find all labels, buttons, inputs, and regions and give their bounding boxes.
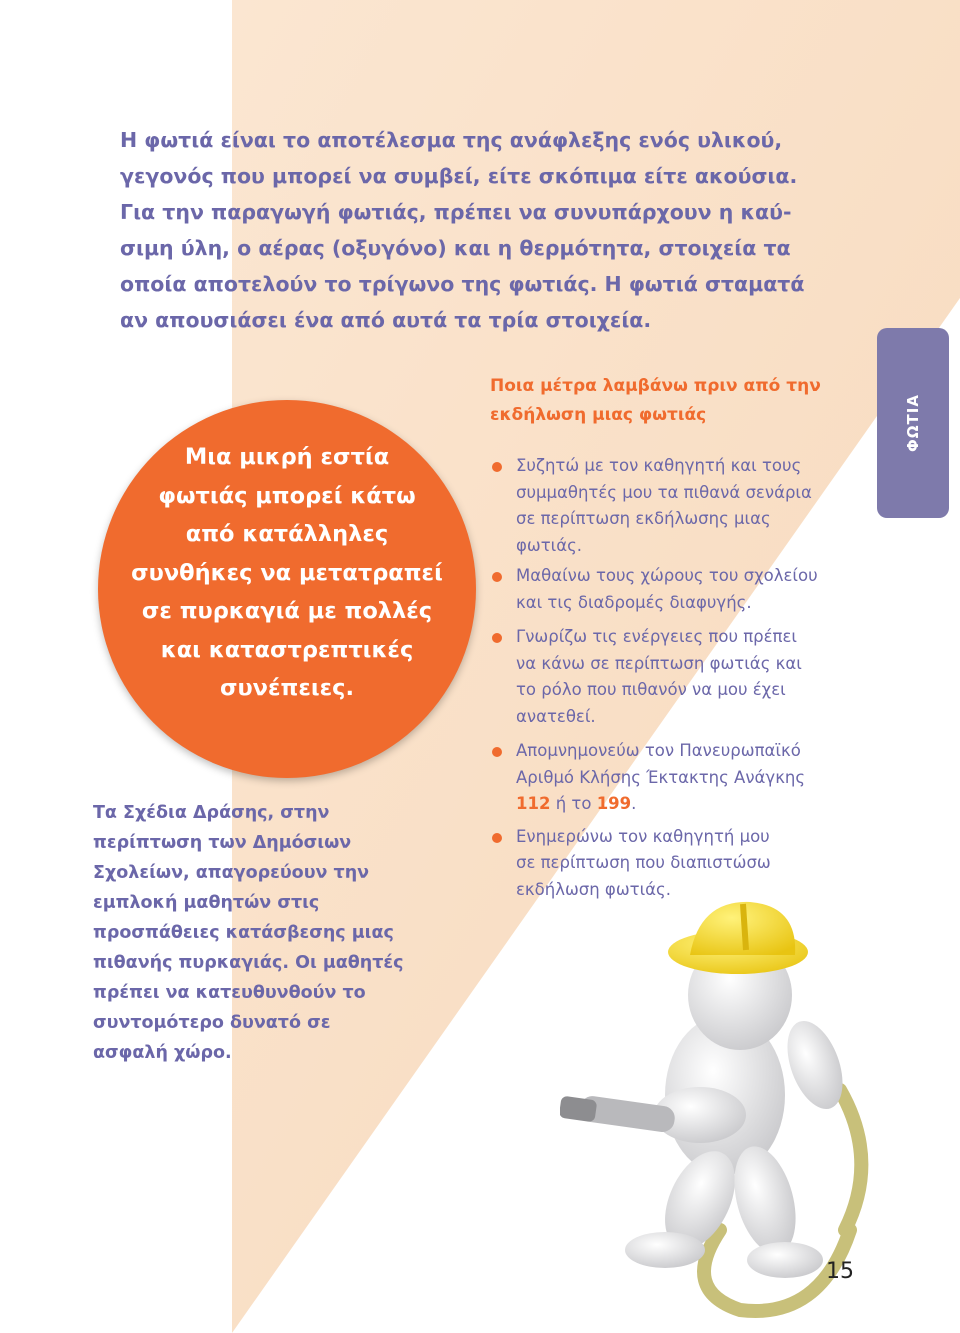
action-plans-line: ασφαλή χώρο. xyxy=(93,1043,232,1063)
bullet-dot-icon xyxy=(492,833,502,843)
firefighter-illustration xyxy=(560,900,880,1320)
list-item-line: Αριθμό Κλήσης Έκτακτης Ανάγκης xyxy=(516,767,806,787)
list-item-line: Ενημερώνω τον καθηγητή μου xyxy=(516,826,770,846)
action-plans-line: περίπτωση των Δημόσιων xyxy=(93,833,352,853)
intro-line: Η φωτιά είναι το αποτέλεσμα της ανάφλεξης ενός υλικού, xyxy=(120,128,783,152)
circle-line: από κατάλληλες xyxy=(185,521,389,547)
list-item-line: φωτιάς. xyxy=(516,535,583,555)
bullet-dot-icon xyxy=(492,747,502,757)
action-plans-line: Τα Σχέδια Δράσης, στην xyxy=(93,803,330,823)
action-plans-line: Σχολείων, απαγορεύουν την xyxy=(93,863,370,883)
intro-line: οποία αποτελούν το τρίγωνο της φωτιάς. Η φωτιά σταματά xyxy=(120,272,805,296)
list-item-line: εκδήλωση φωτιάς. xyxy=(516,879,671,899)
intro-paragraph xyxy=(120,122,860,338)
action-plans-line: συντομότερο δυνατό σε xyxy=(93,1013,331,1033)
list-item-line: σε περίπτωση που διαπιστώσω xyxy=(516,853,771,872)
bullet-dot-icon xyxy=(492,572,502,582)
list-item xyxy=(492,624,872,730)
action-plans-line: πρέπει να κατευθυνθούν το xyxy=(93,983,366,1003)
list-item xyxy=(492,738,872,818)
measures-heading xyxy=(490,372,870,430)
measures-list xyxy=(492,453,872,903)
list-item-line: Απομνημονεύω τον Πανευρωπαϊκό xyxy=(516,741,801,760)
action-plans-line: πιθανής πυρκαγιάς. Οι μαθητές xyxy=(93,953,404,973)
emergency-number: 199 xyxy=(596,794,632,813)
list-item xyxy=(492,824,872,904)
list-item-line: να κάνω σε περίπτωση φωτιάς και xyxy=(516,653,802,673)
section-tab xyxy=(877,328,949,518)
list-item-line: σε περίπτωση εκδήλωσης μιας xyxy=(516,509,771,528)
bullet-dot-icon xyxy=(492,633,502,643)
list-item-line: ανατεθεί. xyxy=(516,706,596,726)
page-number: 15 xyxy=(826,1259,854,1284)
circle-line: συνέπειες. xyxy=(219,675,355,701)
list-item-line: συμμαθητές μου τα πιθανά σενάρια xyxy=(516,482,812,502)
emergency-connector: ή το xyxy=(555,794,592,813)
list-item-line: και τις διαδρομές διαφυγής. xyxy=(516,592,752,612)
list-item-line: Συζητώ με τον καθηγητή και τους xyxy=(516,456,802,475)
section-tab-label: ΦΩΤΙΑ xyxy=(904,394,922,452)
emergency-number: 112 xyxy=(516,794,551,813)
list-item-line: το ρόλο που πιθανόν να μου έχει xyxy=(516,680,786,699)
bullet-dot-icon xyxy=(492,462,502,472)
intro-line: Για την παραγωγή φωτιάς, πρέπει να συνυπάρχουν η καύ- xyxy=(120,200,792,224)
emergency-line-end: . xyxy=(631,794,637,813)
measures-heading-line: Ποια μέτρα λαμβάνω πριν από την xyxy=(490,376,821,396)
emergency-numbers-line xyxy=(516,791,872,818)
circle-line: σε πυρκαγιά με πολλές xyxy=(141,598,433,624)
list-item xyxy=(492,563,872,616)
intro-line: γεγονός που μπορεί να συμβεί, είτε σκόπιμα είτε ακούσια. xyxy=(120,164,798,188)
list-item xyxy=(492,453,872,559)
highlight-circle xyxy=(98,400,476,778)
circle-line: και καταστρεπτικές xyxy=(160,636,414,663)
action-plans-paragraph xyxy=(93,798,453,1068)
list-item-line: Μαθαίνω τους χώρους του σχολείου xyxy=(516,566,818,585)
intro-line: σιμη ύλη, ο αέρας (οξυγόνο) και η θερμότητα, στοιχεία τα xyxy=(120,236,791,260)
measures-heading-line: εκδήλωση μιας φωτιάς xyxy=(490,405,707,425)
intro-line: αν απουσιάσει ένα από αυτά τα τρία στοιχεία. xyxy=(120,308,652,332)
action-plans-line: προσπάθειες κατάσβεσης μιας xyxy=(93,923,394,943)
list-item-line: Γνωρίζω τις ενέργειες που πρέπει xyxy=(516,627,797,646)
action-plans-line: εμπλοκή μαθητών στις xyxy=(93,893,320,913)
circle-line: φωτιάς μπορεί κάτω xyxy=(158,482,416,509)
circle-line: Μια μικρή εστία xyxy=(184,444,390,470)
circle-line: συνθήκες να μετατραπεί xyxy=(131,559,443,586)
circle-text xyxy=(98,438,476,708)
